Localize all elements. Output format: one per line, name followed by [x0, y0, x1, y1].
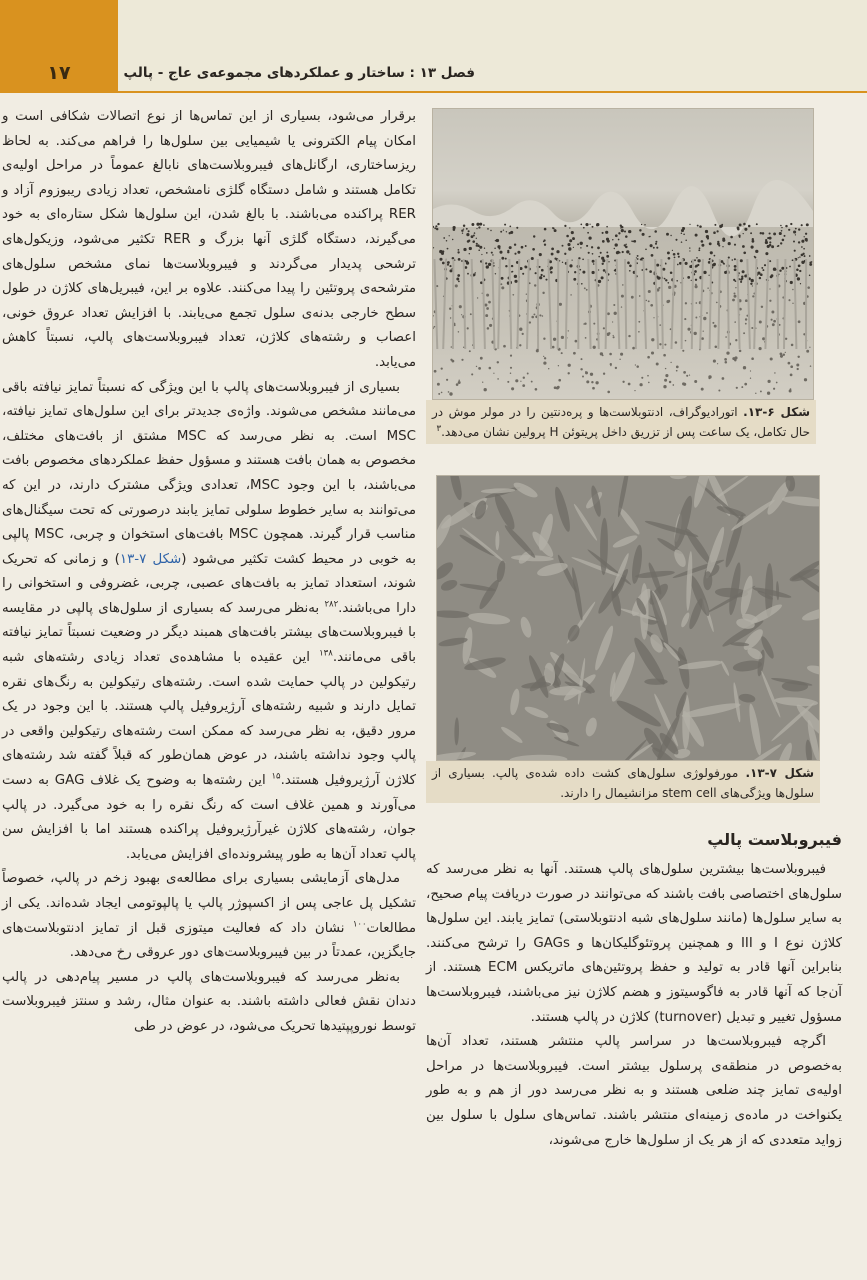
page-number: ۱۷	[47, 62, 71, 84]
text-run: مدل‌های آزمایشی بسیاری برای مطالعه‌ی بهبود زخم در پالپ، خصوصاً تشکیل پل عاجی پس از اکسپوژر پالپ یا پالپوتومی ایجاد شده‌اند. یکی از مطالعات	[2, 871, 416, 936]
chapter-title: فصل ۱۳ : ساختار و عملکردهای مجموعه‌ی عاج - پالپ	[123, 65, 475, 81]
figure-1-label: شکل ۶-۱۳.	[743, 405, 810, 419]
paragraph: به‌نظر می‌رسد که فیبروبلاست‌های پالپ در مسیر پیام‌دهی در پالپ دندان نقش فعالی داشته باشند. به عنوان مثال، رشد و سنتز فیبروبلاست توسط نوروپپتیدها تحریک می‌شود، در عوض در طی	[2, 969, 416, 1034]
page-number-box	[0, 0, 118, 93]
text-run: این رشته‌ها به وضوح یک غلاف GAG به دست می‌آورند و همین غلاف است که رنگ نقره را به خود می‌گیرد. در پالپ جوان، رشته‌های کلاژن غیرآرژیروفیل پراکنده هستند اما با افزایش سن پالپ تعداد آن‌ها به طور پیشرونده‌ای افزایش می‌یابد.	[2, 773, 416, 862]
figure-1-caption	[426, 400, 816, 444]
citation: ۱۵	[271, 771, 281, 782]
left-text-column	[2, 105, 416, 1040]
text-run: این عقیده با مشاهده‌ی تعداد زیادی رشته‌های شبه رتیکولین در پالپ حمایت شده است. رشته‌های رتیکولین به رنگ‌های نقره تمایل دارند و شبیه رشته‌های آرژیروفیل پالپ هستند. با این وجود در یک مرور دقیق، به نظر می‌رسد که ممکن است رشته‌های رتیکولین واقعی در پالپ وجود نداشته باشند، در عوض همان‌طور که قبلاً گفته شد رشته‌های کلاژن آرژیروفیل هستند.	[2, 650, 416, 789]
paragraph	[2, 376, 416, 868]
paragraph: اگرچه فیبروبلاست‌ها در سراسر پالپ منتشر هستند، تعداد آن‌ها به‌خصوص در منطقه‌ی پرسلول بیشتر است. فیبروبلاست‌ها در مراحل اولیه‌ی تمایز چند ضلعی هستند و به نظر می‌رسد دور از هم و به طور یکنواخت در ماده‌ی زمینه‌ای منتشر باشند. تماس‌های سلول با سلول بین زواید متعددی که از هر یک از سلول‌ها خارج می‌شوند،	[426, 1034, 842, 1148]
citation: ۱۰۰	[352, 919, 367, 930]
figure-ref-link[interactable]: شکل ۷-۱۳	[119, 551, 182, 567]
text-run: ) و زمانی که تحریک شوند، استعداد تمایز به بافت‌های عصبی، چربی، غضروفی و استخوانی را دارا می‌باشند.	[2, 551, 416, 616]
section-heading: فیبروبلاست پالپ	[707, 830, 842, 849]
cell-culture-image	[437, 476, 819, 760]
header-rule	[118, 91, 867, 93]
citation: ۱۳۸	[319, 648, 333, 659]
paragraph: فیبروبلاست‌ها بیشترین سلول‌های پالپ هستند. آنها به نظر می‌رسد که سلول‌های اختصاصی بافت باشند که می‌توانند در صورت دریافت پیام صحیح، به سایر سلول‌ها (مانند سلول‌های شبه ادنتوبلاستی) تمایز یابند. این سلول‌ها کلاژن نوع I و III و همچنین پروتئوگلیکان‌ها و GAGs را ترشح می‌کنند. بنابراین آنها قادر به تولید و حفظ پروتئین‌های ماتریکس ECM هستند. از آن‌جا که آنها قادر به فاگوسیتوز و هضم کلاژن نیز می‌باشند، فیبروبلاست‌ها مسؤول تغییر و تبدیل (turnover) کلاژن در پالپ هستند.	[426, 862, 842, 1025]
figure-2-caption	[426, 761, 820, 803]
text-run: نشان داد که فعالیت میتوزی قبل از تمایز ادنتوبلاست‌های جایگزین، عمدتاً در بین فیبروبلاست‌های دور عروقی رخ می‌دهد.	[2, 920, 416, 961]
figure-2-caption-text: مورفولوژی سلول‌های کشت داده شده‌ی پالپ. بسیاری از سلول‌ها ویژگی‌های stem cell مزانشیمال را دارند.	[432, 766, 814, 800]
figure-pulp-cell-culture	[436, 475, 820, 761]
autoradiograph-image	[433, 109, 813, 399]
text-run: به‌نظر می‌رسد که بسیاری از سلول‌های پالپی در مقایسه با فیبروبلاست‌های بیشتر بافت‌های همبند دیگر در وضعیت نسبتاً تمایز نیافته باقی می‌مانند.	[2, 600, 417, 666]
right-text-column	[426, 858, 842, 1153]
figure-1-caption-text: اتورادیوگراف، ادنتوبلاست‌ها و پره‌دنتین را در مولر موش در حال تکامل، یک ساعت پس از تزریق داخل پریتوئن H پرولین نشان می‌دهد.	[432, 405, 810, 439]
figure-1-ref: ۳	[436, 424, 442, 434]
paragraph: برقرار می‌شود، بسیاری از این تماس‌ها از نوع اتصالات شکافی است و امکان پیام الکترونی یا شیمیایی بین سلول‌ها را فراهم می‌کند. به لحاظ ریزساختاری، ارگانل‌های فیبروبلاست‌های نابالغ عموماً در مراحل اولیه‌ی تکامل هستند و شامل دستگاه گلژی نامشخص، تعداد زیادی ریبوزوم آزاد و RER پراکنده می‌باشند. با بالغ شدن، این سلول‌ها شکل ستاره‌ای به خود می‌گیرند، دستگاه گلژی آنها بزرگ و RER تکثیر می‌شود، وزیکول‌های ترشحی پدیدار می‌گردند و فیبروبلاست‌ها نمای مشخص سلول‌های مترشحه‌ی پروتئین را پیدا می‌کنند. علاوه بر این، فیبریل‌های کلاژن در طول سطح خارجی بدنه‌ی سلول تجمع می‌یابند. با افزایش تعداد عروق خونی، اعصاب و رشته‌های کلاژن، تعداد فیبروبلاست‌های پالپ، نسبتاً کاهش می‌یابد.	[2, 109, 416, 370]
paragraph	[2, 867, 416, 965]
figure-autoradiograph	[432, 108, 814, 400]
citation: ۲۸۲	[324, 599, 339, 610]
text-run: بسیاری از فیبروبلاست‌های پالپ با این ویژگی که نسبتاً تمایز نیافته باقی می‌مانند مشخص می‌شوند. واژه‌ی جدیدتر برای این سلول‌های تمایز نیافته، MSC است. به نظر می‌رسد که MSC مشتق از بافت‌های مختلف، مخصوص به همان بافت هستند و مسؤول حفظ عملکردهای مخصوص بافت می‌باشند، با این وجود MSC، تعدادی ویژگی مشترک دارند، در این که می‌توانند به سایر خطوط سلولی تمایز یابند درصورتی که تحت سیگنال‌های مناسب قرار گیرند. همچون MSC بافت‌های استخوان و چربی، MSC پالپی به خوبی در محیط کشت تکثیر می‌شود (	[2, 379, 416, 567]
figure-2-label: شکل ۷-۱۳.	[745, 766, 814, 780]
